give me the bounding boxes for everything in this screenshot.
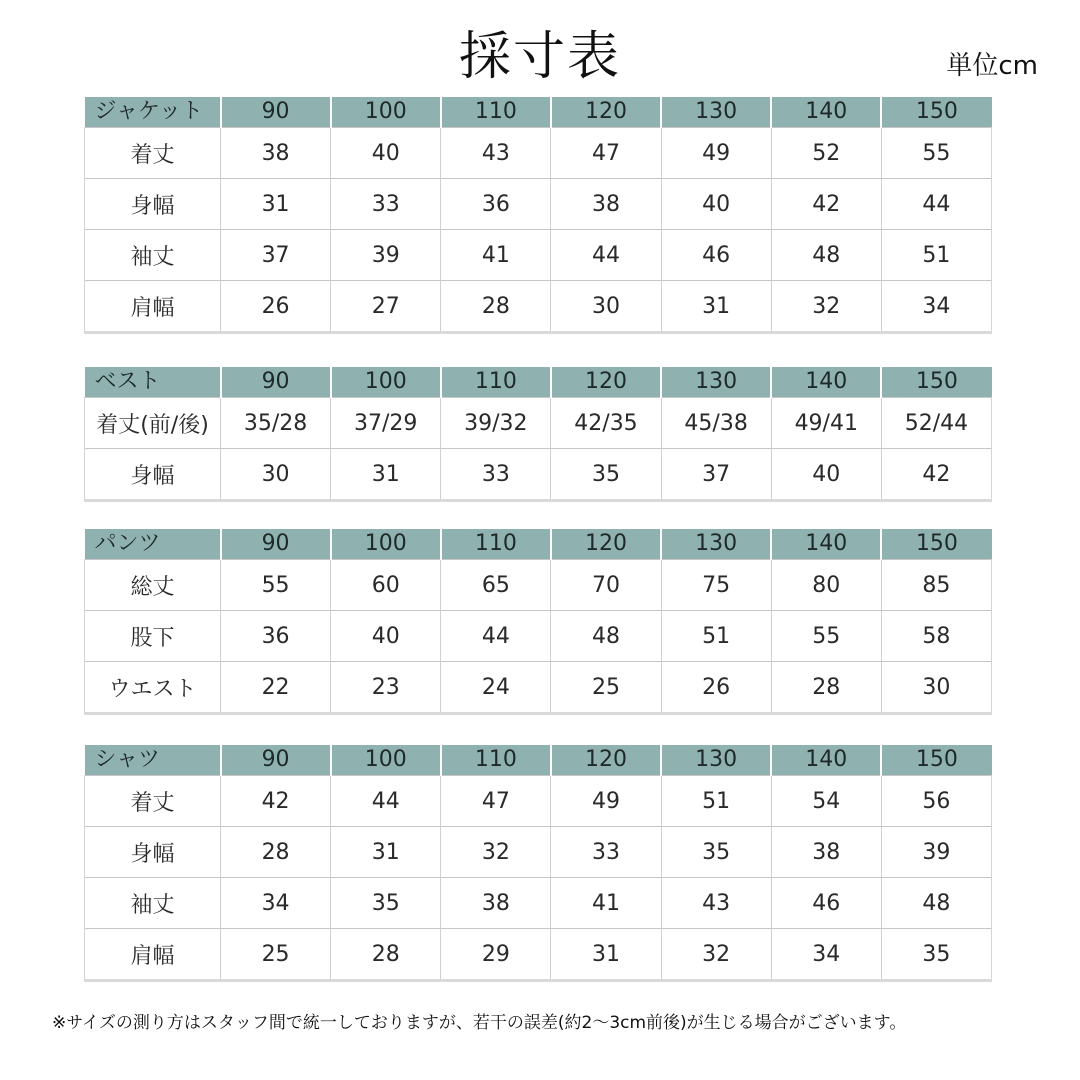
measurement-cell: 32 (771, 281, 881, 333)
measurement-cell: 54 (771, 776, 881, 827)
size-header-90: 90 (221, 367, 331, 398)
measurement-cell: 38 (771, 827, 881, 878)
measurement-cell: 36 (441, 179, 551, 230)
measurement-cell: 35 (661, 827, 771, 878)
table-category-header: パンツ (85, 529, 221, 560)
measurement-cell: 31 (661, 281, 771, 333)
measurement-cell: 51 (881, 230, 991, 281)
row-label: 身幅 (85, 179, 221, 230)
table-row (85, 398, 992, 449)
measurement-cell: 44 (881, 179, 991, 230)
measurement-cell: 37/29 (331, 398, 441, 449)
measurement-cell: 33 (551, 827, 661, 878)
measurement-cell: 41 (551, 878, 661, 929)
measurement-cell: 28 (331, 929, 441, 981)
measurement-cell: 36 (221, 611, 331, 662)
measurement-cell: 51 (661, 611, 771, 662)
measurement-cell: 52 (771, 128, 881, 179)
measurement-cell: 49/41 (771, 398, 881, 449)
size-header-150: 150 (881, 529, 991, 560)
table-row (85, 560, 992, 611)
measurement-cell: 31 (331, 827, 441, 878)
measurement-cell: 30 (551, 281, 661, 333)
size-header-140: 140 (771, 745, 881, 776)
measurement-cell: 70 (551, 560, 661, 611)
measurement-cell: 43 (441, 128, 551, 179)
measurement-cell: 35 (551, 449, 661, 501)
measurement-cell: 48 (551, 611, 661, 662)
measurement-cell: 34 (771, 929, 881, 981)
measurement-cell: 30 (881, 662, 991, 714)
measurement-cell: 51 (661, 776, 771, 827)
size-header-130: 130 (661, 529, 771, 560)
row-label: 袖丈 (85, 230, 221, 281)
measurement-cell: 65 (441, 560, 551, 611)
measurement-cell: 40 (771, 449, 881, 501)
size-header-90: 90 (221, 97, 331, 128)
size-header-140: 140 (771, 97, 881, 128)
measurement-cell: 37 (661, 449, 771, 501)
table-row (85, 776, 992, 827)
measurement-cell: 75 (661, 560, 771, 611)
measurement-cell: 28 (441, 281, 551, 333)
unit-label: 単位cm (946, 51, 1038, 81)
measurement-cell: 22 (221, 662, 331, 714)
measurement-cell: 32 (441, 827, 551, 878)
measurement-cell: 42 (771, 179, 881, 230)
size-header-150: 150 (881, 97, 991, 128)
measurement-cell: 28 (771, 662, 881, 714)
vest-size-table (84, 367, 992, 502)
table-row (85, 929, 992, 981)
size-header-100: 100 (331, 97, 441, 128)
measurement-cell: 31 (551, 929, 661, 981)
page-title: 採寸表 (458, 27, 621, 87)
measurement-cell: 48 (881, 878, 991, 929)
jacket-size-table (84, 97, 992, 334)
measurement-cell: 35 (331, 878, 441, 929)
measurement-cell: 31 (221, 179, 331, 230)
pants-size-table (84, 529, 992, 715)
measurement-cell: 41 (441, 230, 551, 281)
size-header-110: 110 (441, 745, 551, 776)
measurement-cell: 48 (771, 230, 881, 281)
measurement-cell: 52/44 (881, 398, 991, 449)
size-header-130: 130 (661, 745, 771, 776)
table-row (85, 827, 992, 878)
measurement-cell: 42 (221, 776, 331, 827)
size-header-140: 140 (771, 529, 881, 560)
table-row (85, 179, 992, 230)
table-row (85, 611, 992, 662)
row-label: 着丈 (85, 776, 221, 827)
row-label: ウエスト (85, 662, 221, 714)
measurement-cell: 39 (331, 230, 441, 281)
row-label: 肩幅 (85, 929, 221, 981)
row-label: 着丈(前/後) (85, 398, 221, 449)
measurement-cell: 28 (221, 827, 331, 878)
measurement-cell: 85 (881, 560, 991, 611)
measurement-cell: 47 (441, 776, 551, 827)
measurement-cell: 40 (331, 128, 441, 179)
measurement-cell: 34 (881, 281, 991, 333)
size-header-120: 120 (551, 745, 661, 776)
size-header-140: 140 (771, 367, 881, 398)
size-header-150: 150 (881, 745, 991, 776)
table-header-row (85, 97, 992, 128)
measurement-cell: 27 (331, 281, 441, 333)
table-row (85, 662, 992, 714)
size-header-100: 100 (331, 367, 441, 398)
size-header-90: 90 (221, 745, 331, 776)
measurement-cell: 55 (881, 128, 991, 179)
size-header-100: 100 (331, 529, 441, 560)
measurement-cell: 31 (331, 449, 441, 501)
measurement-cell: 26 (221, 281, 331, 333)
size-header-110: 110 (441, 97, 551, 128)
measurement-note: ※サイズの測り方はスタッフ間で統一しておりますが、若干の誤差(約2〜3cm前後)が生じる場合がございます。 (52, 1013, 907, 1033)
table-row (85, 281, 992, 333)
measurement-cell: 44 (551, 230, 661, 281)
table-header-row (85, 529, 992, 560)
measurement-cell: 43 (661, 878, 771, 929)
measurement-cell: 33 (331, 179, 441, 230)
measurement-cell: 55 (221, 560, 331, 611)
table-category-header: シャツ (85, 745, 221, 776)
shirt-size-table (84, 745, 992, 982)
measurement-cell: 32 (661, 929, 771, 981)
row-label: 肩幅 (85, 281, 221, 333)
measurement-cell: 49 (551, 776, 661, 827)
measurement-cell: 44 (441, 611, 551, 662)
measurement-cell: 38 (221, 128, 331, 179)
measurement-cell: 25 (221, 929, 331, 981)
row-label: 股下 (85, 611, 221, 662)
table-header-row (85, 367, 992, 398)
measurement-cell: 45/38 (661, 398, 771, 449)
table-row (85, 878, 992, 929)
size-header-120: 120 (551, 97, 661, 128)
size-header-130: 130 (661, 367, 771, 398)
row-label: 着丈 (85, 128, 221, 179)
measurement-cell: 30 (221, 449, 331, 501)
measurement-cell: 26 (661, 662, 771, 714)
measurement-cell: 35 (881, 929, 991, 981)
table-row (85, 230, 992, 281)
measurement-cell: 33 (441, 449, 551, 501)
size-header-90: 90 (221, 529, 331, 560)
measurement-cell: 38 (441, 878, 551, 929)
measurement-cell: 35/28 (221, 398, 331, 449)
size-header-150: 150 (881, 367, 991, 398)
row-label: 身幅 (85, 449, 221, 501)
measurement-cell: 23 (331, 662, 441, 714)
table-row (85, 449, 992, 501)
measurement-cell: 34 (221, 878, 331, 929)
size-header-110: 110 (441, 367, 551, 398)
table-category-header: ジャケット (85, 97, 221, 128)
table-header-row (85, 745, 992, 776)
measurement-cell: 39 (881, 827, 991, 878)
measurement-cell: 24 (441, 662, 551, 714)
measurement-cell: 40 (661, 179, 771, 230)
size-header-110: 110 (441, 529, 551, 560)
measurement-cell: 38 (551, 179, 661, 230)
measurement-cell: 29 (441, 929, 551, 981)
measurement-cell: 37 (221, 230, 331, 281)
measurement-cell: 42 (881, 449, 991, 501)
measurement-cell: 46 (771, 878, 881, 929)
measurement-cell: 39/32 (441, 398, 551, 449)
measurement-cell: 46 (661, 230, 771, 281)
size-header-100: 100 (331, 745, 441, 776)
measurement-cell: 55 (771, 611, 881, 662)
measurement-cell: 40 (331, 611, 441, 662)
measurement-cell: 42/35 (551, 398, 661, 449)
size-header-120: 120 (551, 529, 661, 560)
measurement-cell: 25 (551, 662, 661, 714)
measurement-cell: 60 (331, 560, 441, 611)
measurement-cell: 47 (551, 128, 661, 179)
row-label: 総丈 (85, 560, 221, 611)
table-category-header: ベスト (85, 367, 221, 398)
measurement-cell: 58 (881, 611, 991, 662)
row-label: 袖丈 (85, 878, 221, 929)
size-header-130: 130 (661, 97, 771, 128)
measurement-cell: 56 (881, 776, 991, 827)
table-row (85, 128, 992, 179)
row-label: 身幅 (85, 827, 221, 878)
measurement-cell: 49 (661, 128, 771, 179)
measurement-cell: 80 (771, 560, 881, 611)
size-header-120: 120 (551, 367, 661, 398)
measurement-cell: 44 (331, 776, 441, 827)
